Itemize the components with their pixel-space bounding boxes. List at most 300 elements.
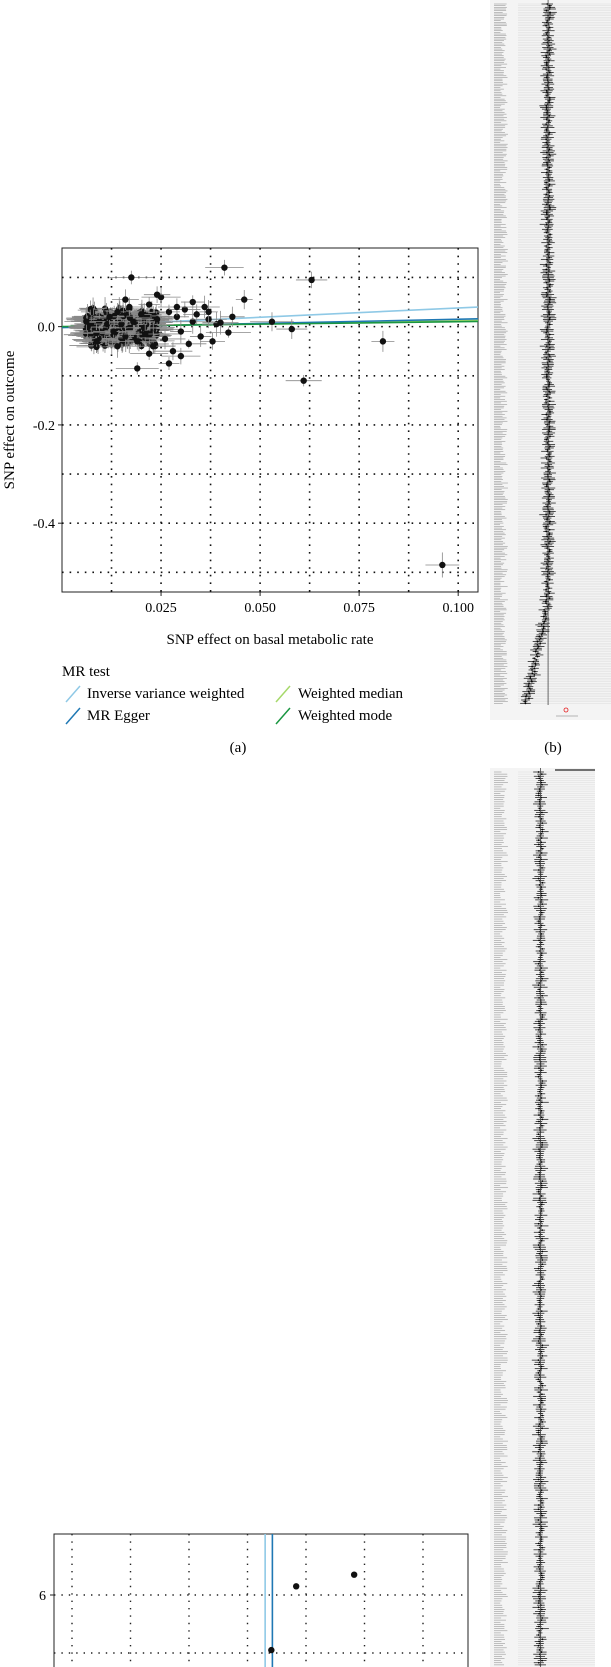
forest-estimate xyxy=(541,1161,543,1163)
forest-estimate xyxy=(546,77,548,79)
forest-estimate xyxy=(538,1010,540,1012)
funnel-plot-d xyxy=(39,1534,468,1667)
forest-estimate xyxy=(549,207,551,209)
forest-estimate xyxy=(538,775,540,777)
forest-estimate xyxy=(538,1099,540,1101)
forest-estimate xyxy=(541,1259,543,1261)
data-point-d xyxy=(293,1583,299,1589)
forest-estimate xyxy=(538,1387,540,1389)
forest-estimate xyxy=(549,579,551,581)
forest-estimate xyxy=(541,1515,543,1517)
forest-estimate xyxy=(538,795,540,797)
forest-estimate xyxy=(549,360,551,362)
forest-estimate xyxy=(541,1180,543,1182)
forest-estimate xyxy=(549,480,551,482)
forest-estimate xyxy=(543,621,545,623)
forest-estimate xyxy=(549,340,551,342)
forest-estimate xyxy=(546,107,548,109)
forest-estimate xyxy=(541,1050,543,1052)
forest-estimate xyxy=(541,1225,543,1227)
forest-estimate xyxy=(541,1204,543,1206)
forest-estimate xyxy=(541,1489,543,1491)
forest-estimate xyxy=(549,285,551,287)
forest-estimate xyxy=(548,252,550,254)
forest-estimate xyxy=(538,1434,540,1436)
forest-estimate xyxy=(538,1596,540,1598)
forest-estimate xyxy=(541,1402,543,1404)
forest-estimate xyxy=(528,684,530,686)
forest-estimate xyxy=(549,16,551,18)
forest-estimate xyxy=(541,1257,543,1259)
forest-estimate xyxy=(549,208,551,210)
forest-estimate xyxy=(549,334,551,336)
forest-estimate xyxy=(548,180,550,182)
forest-estimate xyxy=(546,265,548,267)
forest-estimate xyxy=(538,1662,540,1664)
forest-estimate xyxy=(538,850,540,852)
forest-estimate xyxy=(549,344,551,346)
forest-estimate xyxy=(543,609,545,611)
forest-estimate xyxy=(549,170,551,172)
forest-estimate xyxy=(541,882,543,884)
forest-estimate xyxy=(549,422,551,424)
forest-estimate xyxy=(549,299,551,301)
forest-estimate xyxy=(541,1502,543,1504)
forest-estimate xyxy=(538,1585,540,1587)
forest-estimate xyxy=(541,1229,543,1231)
forest-estimate xyxy=(535,659,537,661)
forest-estimate xyxy=(541,1101,543,1103)
forest-estimate xyxy=(536,654,538,656)
forest-estimate xyxy=(541,1415,543,1417)
forest-estimate xyxy=(548,178,550,180)
forest-estimate xyxy=(541,1278,543,1280)
forest-estimate xyxy=(545,268,547,270)
forest-estimate xyxy=(538,856,540,858)
forest-estimate xyxy=(549,11,551,13)
forest-estimate xyxy=(541,634,543,636)
forest-estimate xyxy=(543,616,545,618)
forest-estimate xyxy=(546,212,548,214)
forest-estimate xyxy=(541,1660,543,1662)
forest-estimate xyxy=(538,1641,540,1643)
forest-estimate xyxy=(541,818,543,820)
forest-estimate xyxy=(548,192,550,194)
forest-estimate xyxy=(549,460,551,462)
forest-estimate xyxy=(541,1427,543,1429)
forest-estimate xyxy=(541,1016,543,1018)
forest-estimate xyxy=(541,1481,543,1483)
forest-estimate xyxy=(549,452,551,454)
forest-estimate xyxy=(544,612,546,614)
forest-estimate xyxy=(545,526,547,528)
forest-estimate xyxy=(549,427,551,429)
forest-estimate xyxy=(549,317,551,319)
forest-estimate xyxy=(538,1444,540,1446)
forest-estimate xyxy=(525,699,527,701)
forest-estimate xyxy=(545,25,547,27)
x-ticks-a xyxy=(145,592,474,616)
forest-estimate xyxy=(538,1199,540,1201)
forest-estimate xyxy=(545,105,547,107)
forest-estimate xyxy=(546,213,548,215)
forest-estimate xyxy=(538,1291,540,1293)
forest-estimate xyxy=(538,897,540,899)
forest-estimate xyxy=(549,324,551,326)
forest-estimate xyxy=(538,1133,540,1135)
forest-estimate xyxy=(541,822,543,824)
forest-estimate xyxy=(538,1020,540,1022)
forest-estimate xyxy=(528,682,530,684)
forest-estimate xyxy=(546,172,548,174)
forest-estimate xyxy=(541,1080,543,1082)
forest-estimate xyxy=(546,128,548,130)
forest-estimate xyxy=(538,1532,540,1534)
forest-estimate xyxy=(549,512,551,514)
forest-estimate xyxy=(545,55,547,57)
forest-estimate xyxy=(537,656,539,658)
forest-estimate xyxy=(549,98,551,100)
forest-estimate xyxy=(549,425,551,427)
forest-estimate xyxy=(545,614,547,616)
forest-estimate xyxy=(546,367,548,369)
panel-label-b: (b) xyxy=(544,740,562,756)
forest-estimate xyxy=(549,420,551,422)
forest-estimate xyxy=(541,1116,543,1118)
forest-estimate xyxy=(538,1630,540,1632)
forest-estimate xyxy=(525,702,527,704)
forest-estimate xyxy=(548,469,550,471)
forest-estimate xyxy=(538,1472,540,1474)
forest-estimate xyxy=(541,1208,543,1210)
forest-estimate xyxy=(548,592,550,594)
forest-estimate xyxy=(541,1185,543,1187)
forest-estimate xyxy=(541,1240,543,1242)
forest-estimate xyxy=(538,869,540,871)
forest-estimate xyxy=(538,1268,540,1270)
forest-estimate xyxy=(538,1432,540,1434)
forest-estimate xyxy=(548,100,550,102)
forest-estimate xyxy=(541,1276,543,1278)
legend-item-ivw xyxy=(66,686,245,702)
forest-estimate xyxy=(541,948,543,950)
forest-estimate xyxy=(538,1121,540,1123)
forest-estimate xyxy=(538,920,540,922)
forest-estimate xyxy=(538,1378,540,1380)
forest-estimate xyxy=(546,377,548,379)
forest-estimate xyxy=(529,676,531,678)
forest-estimate xyxy=(538,1645,540,1647)
y-ticks-a xyxy=(33,321,62,533)
forest-estimate xyxy=(545,135,547,137)
forest-estimate xyxy=(549,148,551,150)
forest-estimate xyxy=(541,1574,543,1576)
forest-estimate xyxy=(538,1504,540,1506)
forest-estimate xyxy=(541,903,543,905)
forest-estimate xyxy=(538,1283,540,1285)
forest-estimate xyxy=(541,978,543,980)
forest-estimate xyxy=(538,1138,540,1140)
legend-label-weighted-median: Weighted median xyxy=(298,686,404,702)
forest-estimate xyxy=(549,97,551,99)
legend xyxy=(62,664,404,724)
forest-estimate xyxy=(538,1372,540,1374)
forest-estimate xyxy=(541,1530,543,1532)
forest-estimate xyxy=(549,549,551,551)
legend-label-ivw: Inverse variance weighted xyxy=(87,686,245,702)
forest-estimate xyxy=(545,123,547,125)
forest-estimate xyxy=(549,300,551,302)
forest-estimate xyxy=(538,1364,540,1366)
forest-estimate xyxy=(543,627,545,629)
forest-estimate xyxy=(541,912,543,914)
forest-estimate xyxy=(541,1346,543,1348)
forest-estimate xyxy=(549,302,551,304)
forest-estimate xyxy=(538,1404,540,1406)
forest-estimate xyxy=(538,1042,540,1044)
forest-estimate xyxy=(541,1146,543,1148)
forest-estimate xyxy=(548,430,550,432)
forest-estimate xyxy=(538,771,540,773)
legend-item-mr-egger xyxy=(66,708,150,724)
forest-estimate xyxy=(541,1255,543,1257)
forest-estimate xyxy=(545,619,547,621)
forest-estimate xyxy=(538,1314,540,1316)
forest-estimate xyxy=(538,1338,540,1340)
forest-plot-b xyxy=(490,0,611,720)
forest-estimate xyxy=(541,1082,543,1084)
forest-estimate xyxy=(545,292,547,294)
forest-estimate xyxy=(538,1479,540,1481)
forest-estimate xyxy=(548,502,550,504)
forest-estimate xyxy=(546,374,548,376)
forest-estimate xyxy=(538,1613,540,1615)
forest-estimate xyxy=(538,636,540,638)
forest-estimate xyxy=(546,112,548,114)
legend-swatch-weighted-median xyxy=(276,686,290,702)
forest-background-b xyxy=(490,0,611,720)
data-point-d xyxy=(351,1572,357,1578)
forest-estimate xyxy=(541,893,543,895)
forest-estimate xyxy=(531,672,533,674)
forest-estimate xyxy=(549,8,551,10)
forest-estimate xyxy=(546,250,548,252)
legend-label-weighted-mode: Weighted mode xyxy=(298,708,393,724)
forest-estimate xyxy=(538,1006,540,1008)
forest-estimate xyxy=(541,1383,543,1385)
forest-estimate xyxy=(541,829,543,831)
y-ticks-d xyxy=(39,1589,54,1604)
forest-estimate xyxy=(546,562,548,564)
y-tick-label: -0.4 xyxy=(32,517,55,533)
forest-estimate xyxy=(549,72,551,74)
forest-estimate xyxy=(541,1144,543,1146)
forest-estimate xyxy=(529,687,531,689)
forest-estimate xyxy=(546,33,548,35)
forest-estimate xyxy=(541,1142,543,1144)
forest-estimate xyxy=(538,1587,540,1589)
legend-item-weighted-mode xyxy=(276,708,393,724)
forest-estimate xyxy=(534,662,536,664)
forest-estimate xyxy=(548,120,550,122)
forest-estimate xyxy=(548,45,550,47)
forest-estimate xyxy=(538,878,540,880)
forest-estimate xyxy=(537,652,539,654)
forest-estimate xyxy=(538,1176,540,1178)
forest-estimate xyxy=(549,233,551,235)
forest-estimate xyxy=(541,1651,543,1653)
forest-estimate xyxy=(549,290,551,292)
forest-estimate xyxy=(546,218,548,220)
forest-estimate xyxy=(538,1359,540,1361)
forest-estimate xyxy=(548,572,550,574)
forest-estimate xyxy=(538,1430,540,1432)
forest-estimate xyxy=(538,1417,540,1419)
forest-estimate xyxy=(538,1342,540,1344)
forest-estimate xyxy=(541,1118,543,1120)
forest-estimate xyxy=(548,534,550,536)
forest-estimate xyxy=(538,646,540,648)
forest-estimate xyxy=(546,223,548,225)
forest-estimate xyxy=(541,812,543,814)
forest-estimate xyxy=(546,95,548,97)
forest-estimate xyxy=(549,541,551,543)
forest-estimate xyxy=(549,155,551,157)
forest-estimate xyxy=(545,601,547,603)
forest-estimate xyxy=(546,108,548,110)
forest-estimate xyxy=(546,90,548,92)
forest-estimate xyxy=(548,390,550,392)
forest-estimate xyxy=(538,1046,540,1048)
forest-estimate xyxy=(549,13,551,15)
forest-estimate xyxy=(545,332,547,334)
forest-estimate xyxy=(538,1148,540,1150)
forest-estimate xyxy=(545,599,547,601)
forest-estimate xyxy=(545,187,547,189)
forest-estimate xyxy=(546,10,548,12)
forest-estimate xyxy=(538,946,540,948)
forest-estimate xyxy=(541,971,543,973)
forest-estimate xyxy=(543,622,545,624)
forest-estimate xyxy=(538,1634,540,1636)
forest-estimate xyxy=(538,997,540,999)
forest-estimate xyxy=(529,677,531,679)
y-axis-label-a: SNP effect on outcome xyxy=(2,350,18,490)
forest-estimate xyxy=(541,1263,543,1265)
forest-estimate xyxy=(538,1626,540,1628)
forest-estimate xyxy=(549,472,551,474)
forest-estimate xyxy=(545,245,547,247)
legend-swatch-ivw xyxy=(66,686,80,702)
forest-estimate xyxy=(538,1244,540,1246)
forest-estimate xyxy=(549,297,551,299)
forest-estimate xyxy=(541,1344,543,1346)
forest-estimate xyxy=(538,816,540,818)
forest-estimate xyxy=(527,686,529,688)
forest-estimate xyxy=(546,295,548,297)
forest-estimate xyxy=(537,641,539,643)
forest-estimate xyxy=(541,1638,543,1640)
forest-estimate xyxy=(533,667,535,669)
forest-estimate xyxy=(538,1074,540,1076)
forest-estimate xyxy=(545,617,547,619)
forest-estimate xyxy=(546,62,548,64)
forest-estimate xyxy=(549,479,551,481)
forest-estimate xyxy=(548,185,550,187)
panel-label-a: (a) xyxy=(229,740,247,756)
forest-estimate xyxy=(538,1280,540,1282)
forest-estimate xyxy=(538,1566,540,1568)
forest-estimate xyxy=(545,352,547,354)
forest-estimate xyxy=(546,162,548,164)
forest-estimate xyxy=(538,1606,540,1608)
forest-estimate xyxy=(546,130,548,132)
forest-estimate xyxy=(542,631,544,633)
forest-estimate xyxy=(538,1023,540,1025)
forest-estimate xyxy=(541,1572,543,1574)
forest-estimate xyxy=(538,844,540,846)
forest-estimate xyxy=(538,982,540,984)
forest-estimate xyxy=(538,1104,540,1106)
forest-estimate xyxy=(526,694,528,696)
x-tick-label: 0.100 xyxy=(442,601,474,616)
forest-estimate xyxy=(541,899,543,901)
forest-estimate xyxy=(538,1231,540,1233)
x-tick-label: 0.075 xyxy=(343,601,375,616)
forest-estimate xyxy=(538,905,540,907)
forest-estimate xyxy=(545,263,547,265)
forest-estimate xyxy=(549,412,551,414)
forest-estimate xyxy=(549,400,551,402)
forest-estimate xyxy=(546,357,548,359)
forest-estimate xyxy=(538,1594,540,1596)
forest-estimate xyxy=(548,489,550,491)
forest-estimate xyxy=(538,1285,540,1287)
forest-estimate xyxy=(546,484,548,486)
forest-estimate xyxy=(549,48,551,50)
forest-estimate xyxy=(546,439,548,441)
forest-estimate xyxy=(546,203,548,205)
forest-estimate xyxy=(546,188,548,190)
legend-label-mr-egger: MR Egger xyxy=(87,708,150,724)
forest-estimate xyxy=(541,1440,543,1442)
forest-estimate xyxy=(548,115,550,117)
forest-estimate xyxy=(548,257,550,259)
forest-estimate xyxy=(549,347,551,349)
plot-frame-d xyxy=(54,1534,468,1667)
forest-estimate xyxy=(541,1251,543,1253)
forest-estimate xyxy=(538,922,540,924)
forest-estimate xyxy=(546,118,548,120)
x-tick-label: 0.025 xyxy=(145,601,177,616)
forest-estimate xyxy=(538,1037,540,1039)
forest-estimate xyxy=(538,1312,540,1314)
forest-estimate xyxy=(541,1462,543,1464)
forest-estimate xyxy=(538,963,540,965)
forest-estimate xyxy=(541,1310,543,1312)
forest-estimate xyxy=(530,689,532,691)
forest-estimate xyxy=(538,1189,540,1191)
forest-estimate xyxy=(531,681,533,683)
forest-estimate xyxy=(545,387,547,389)
forest-estimate xyxy=(541,1366,543,1368)
forest-estimate xyxy=(538,1602,540,1604)
forest-estimate xyxy=(541,952,543,954)
forest-estimate xyxy=(548,18,550,20)
forest-estimate xyxy=(549,532,551,534)
forest-estimate xyxy=(546,345,548,347)
forest-estimate xyxy=(549,6,551,8)
